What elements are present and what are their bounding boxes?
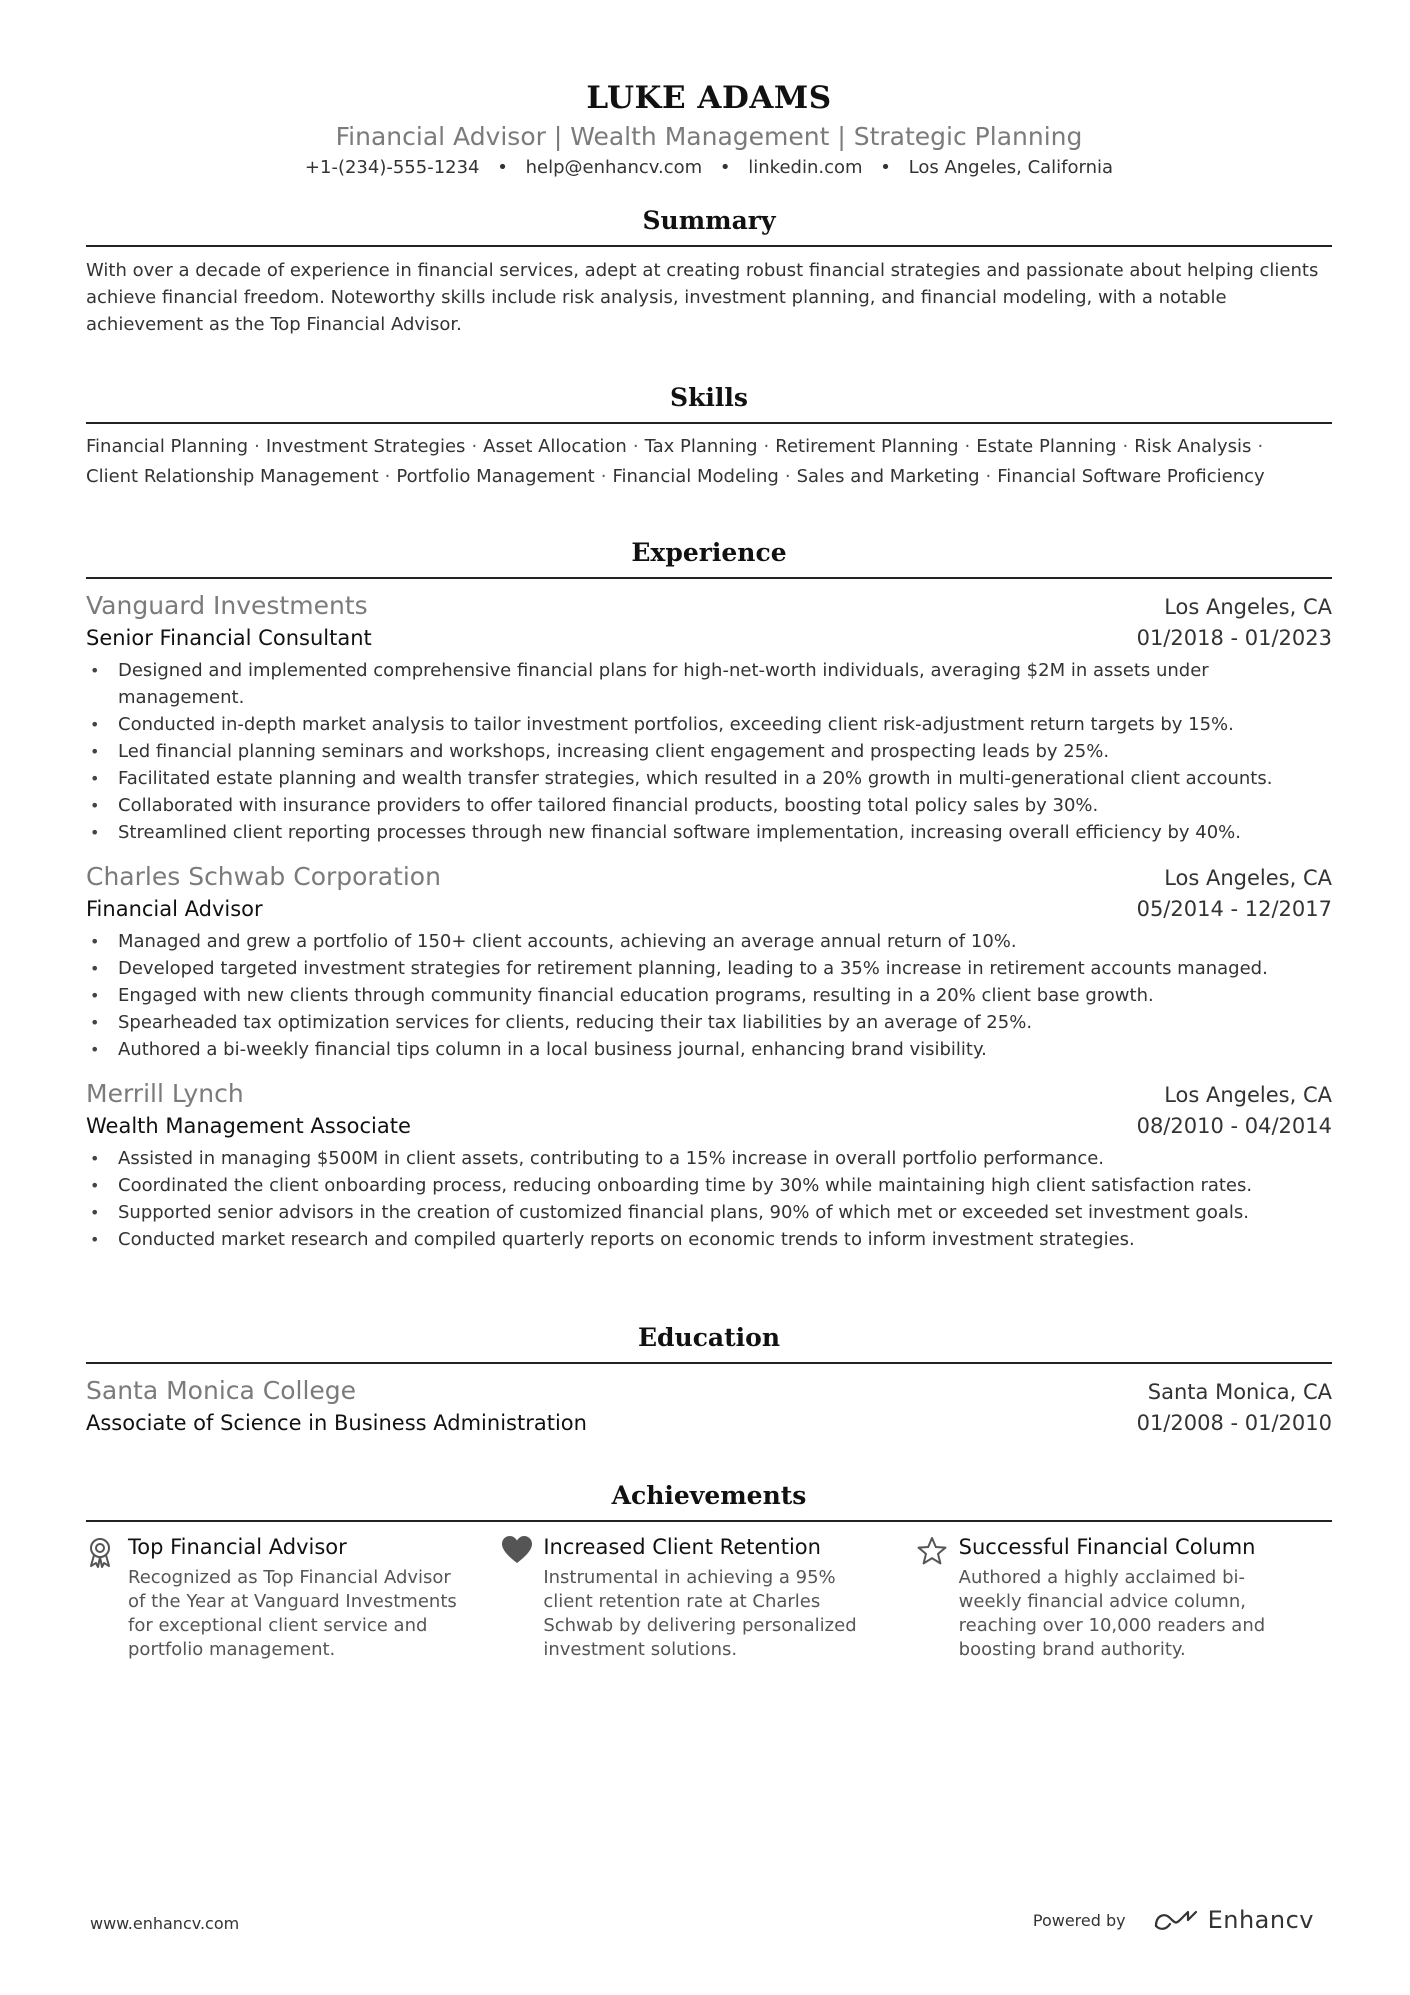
skill-item: Financial Software Proficiency <box>997 466 1265 487</box>
bullet-item: • Spearheaded tax optimization services for clients, reducing their tax liabilities by an average of 25%. <box>86 1009 1332 1036</box>
enhancv-logo-icon <box>1152 1908 1200 1932</box>
skill-item: Risk Analysis <box>1134 436 1252 457</box>
skill-item: Retirement Planning <box>775 436 959 457</box>
skill-item: Investment Strategies <box>265 436 466 457</box>
award-ribbon-icon <box>86 1532 128 1662</box>
job-entry <box>86 589 1332 846</box>
job-bullets <box>86 1145 1332 1253</box>
skills-section <box>86 382 1332 492</box>
job-entry <box>86 1077 1332 1253</box>
heart-icon <box>501 1532 543 1662</box>
bullet-item: • Facilitated estate planning and wealth transfer strategies, which resulted in a 20% growth in multi-generational client accounts. <box>86 765 1332 792</box>
skill-item: Asset Allocation <box>483 436 627 457</box>
bullet-item: • Conducted market research and compiled quarterly reports on economic trends to inform investment strategies. <box>86 1226 1332 1253</box>
achievement-desc: Authored a highly acclaimed bi-weekly financial advice column, reaching over 10,000 readers and boosting brand authority. <box>958 1567 1266 1660</box>
separator-dot: • <box>880 157 891 178</box>
powered-by-label: Powered by <box>1032 1910 1126 1930</box>
bullet-item: • Authored a bi-weekly financial tips column in a local business journal, enhancing brand visibility. <box>86 1036 1332 1063</box>
education-dates: 01/2008 - 01/2010 <box>1136 1411 1332 1435</box>
contact-line <box>86 156 1332 180</box>
school-name: Santa Monica College <box>86 1376 357 1405</box>
skill-item: Financial Modeling <box>612 466 779 487</box>
headline: Financial Advisor | Wealth Management | Strategic Planning <box>335 122 1083 151</box>
company-name: Vanguard Investments <box>86 591 368 620</box>
skill-item: Financial Planning <box>86 436 249 457</box>
section-title: Experience <box>86 537 1332 579</box>
job-title: Wealth Management Associate <box>86 1114 411 1138</box>
achievement-title: Successful Financial Column <box>958 1535 1256 1559</box>
skills-list: Financial Planning · Investment Strategies · Asset Allocation · Tax Planning · Retirement Planning · Estate Planning · Risk Analysis · Client Relationship Management · Portfolio Management · Financial Modeling · Sales and Marketing · Financial Software Proficiency <box>86 436 1265 487</box>
education-entry <box>86 1374 1332 1438</box>
skill-item: Estate Planning <box>976 436 1117 457</box>
section-title: Achievements <box>86 1480 1332 1522</box>
school-location: Santa Monica, CA <box>1147 1380 1332 1404</box>
bullet-item: • Engaged with new clients through community financial education programs, resulting in a 20% client base growth. <box>86 982 1332 1009</box>
section-title: Summary <box>86 205 1332 247</box>
resume-page <box>86 0 1332 1660</box>
bullet-item: • Conducted in-depth market analysis to tailor investment portfolios, exceeding client risk-adjustment return targets by 15%. <box>86 711 1332 738</box>
star-icon <box>917 1532 959 1662</box>
bullet-item: • Managed and grew a portfolio of 150+ client accounts, achieving an average annual return of 10%. <box>86 928 1332 955</box>
footer-website[interactable]: www.enhancv.com <box>90 1914 240 1933</box>
job-bullets <box>86 928 1332 1063</box>
achievements-grid <box>86 1532 1332 1662</box>
achievement-title: Top Financial Advisor <box>128 1535 347 1559</box>
achievement-item <box>86 1532 501 1662</box>
achievement-desc: Recognized as Top Financial Advisor of the Year at Vanguard Investments for exceptional client service and portfolio management. <box>128 1567 457 1660</box>
experience-section <box>86 537 1332 1253</box>
skill-item: Client Relationship Management <box>86 466 379 487</box>
bullet-item: • Led financial planning seminars and workshops, increasing client engagement and prospecting leads by 25%. <box>86 738 1332 765</box>
skill-item: Sales and Marketing <box>796 466 980 487</box>
resume-header <box>86 0 1332 180</box>
degree: Associate of Science in Business Administration <box>86 1411 587 1435</box>
job-title: Senior Financial Consultant <box>86 626 372 650</box>
location: Los Angeles, California <box>908 157 1114 178</box>
skill-item: Portfolio Management <box>396 466 595 487</box>
skill-item: Tax Planning <box>644 436 758 457</box>
job-location: Los Angeles, CA <box>1164 866 1332 890</box>
job-location: Los Angeles, CA <box>1164 1083 1332 1107</box>
achievements-section <box>86 1480 1332 1662</box>
bullet-item: • Collaborated with insurance providers to offer tailored financial products, boosting total policy sales by 30%. <box>86 792 1332 819</box>
job-location: Los Angeles, CA <box>1164 595 1332 619</box>
education-section <box>86 1322 1332 1438</box>
summary-section <box>86 205 1332 338</box>
phone: +1-(234)-555-1234 <box>304 157 480 178</box>
job-bullets <box>86 657 1332 846</box>
achievement-title: Increased Client Retention <box>543 1535 821 1559</box>
achievement-desc: Instrumental in achieving a 95% client retention rate at Charles Schwab by delivering personalized investment solutions. <box>543 1567 857 1660</box>
linkedin[interactable]: linkedin.com <box>748 157 863 178</box>
separator-dot: • <box>497 157 508 178</box>
separator-dot: • <box>719 157 731 178</box>
job-entry <box>86 860 1332 1063</box>
section-title: Education <box>86 1322 1332 1364</box>
email[interactable]: help@enhancv.com <box>525 157 703 178</box>
bullet-item: • Designed and implemented comprehensive financial plans for high-net-worth individuals, averaging $2M in assets under management. <box>86 657 1332 711</box>
job-dates: 01/2018 - 01/2023 <box>1136 626 1332 650</box>
brand-logo[interactable] <box>1152 1906 1314 1934</box>
brand-name: Enhancv <box>1207 1906 1314 1934</box>
bullet-item: • Coordinated the client onboarding process, reducing onboarding time by 30% while maintaining high client satisfaction rates. <box>86 1172 1332 1199</box>
footer-branding <box>1033 1906 1314 1934</box>
section-title: Skills <box>86 382 1332 424</box>
bullet-item: • Streamlined client reporting processes through new financial software implementation, increasing overall efficiency by 40%. <box>86 819 1332 846</box>
achievement-item <box>917 1532 1332 1662</box>
bullet-item: • Assisted in managing $500M in client assets, contributing to a 15% increase in overall portfolio performance. <box>86 1145 1332 1172</box>
job-dates: 05/2014 - 12/2017 <box>1136 897 1332 921</box>
company-name: Merrill Lynch <box>86 1079 244 1108</box>
summary-text: With over a decade of experience in financial services, adept at creating robust financial strategies and passionate about helping clients achieve financial freedom. Noteworthy skills include risk analysis, investment planning, and financial modeling, with a notable achievement as the Top Financial Advisor. <box>86 260 1319 335</box>
candidate-name: LUKE ADAMS <box>586 80 832 116</box>
bullet-item: • Supported senior advisors in the creation of customized financial plans, 90% of which met or exceeded set investment goals. <box>86 1199 1332 1226</box>
job-dates: 08/2010 - 04/2014 <box>1136 1114 1332 1138</box>
bullet-item: • Developed targeted investment strategies for retirement planning, leading to a 35% increase in retirement accounts managed. <box>86 955 1332 982</box>
company-name: Charles Schwab Corporation <box>86 862 441 891</box>
achievement-item <box>501 1532 916 1662</box>
job-title: Financial Advisor <box>86 897 263 921</box>
